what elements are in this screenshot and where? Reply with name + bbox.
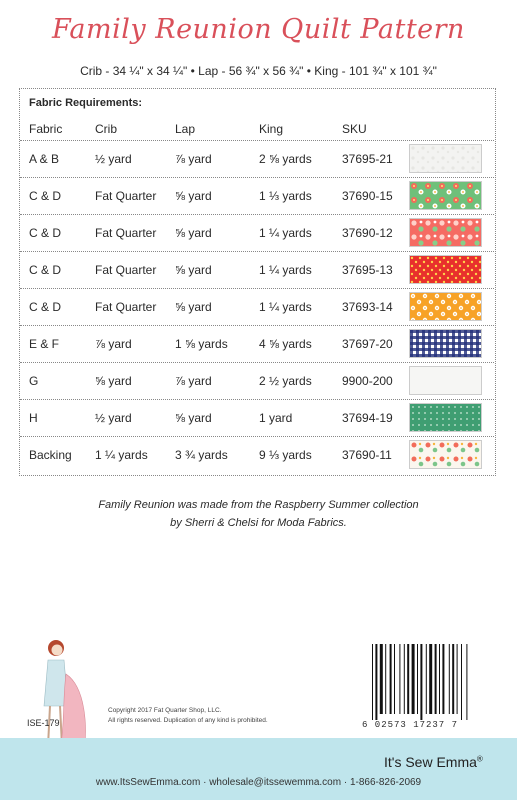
- cell-lap: ⅞ yard: [175, 374, 212, 388]
- cell-crib: Fat Quarter: [95, 226, 157, 240]
- cell-fabric: C & D: [29, 226, 62, 240]
- cell-king: 1 ¼ yards: [259, 226, 312, 240]
- cell-lap: 3 ¾ yards: [175, 448, 228, 462]
- copyright-line-2: All rights reserved. Duplication of any kind is prohibited.: [108, 717, 268, 724]
- cell-sku: 37695-21: [342, 152, 393, 166]
- row-divider: [20, 362, 494, 363]
- swatch-red-dots: [409, 255, 482, 284]
- cell-lap: ⅝ yard: [175, 411, 212, 425]
- header-king: King: [259, 122, 284, 136]
- cell-sku: 37697-20: [342, 337, 393, 351]
- credit-line-2: by Sherri & Chelsi for Moda Fabrics.: [170, 517, 347, 529]
- barcode-bar: [412, 644, 415, 714]
- table-row: [20, 288, 494, 325]
- cell-crib: ½ yard: [95, 152, 132, 166]
- cell-crib: ½ yard: [95, 411, 132, 425]
- quilt-sizes: Crib - 34 ¼" x 34 ¼" • Lap - 56 ¾" x 56 ¾" • King - 101 ¾" x 101 ¾": [80, 64, 437, 78]
- header-lap: Lap: [175, 122, 196, 136]
- copyright-line-1: Copyright 2017 Fat Quarter Shop, LLC.: [108, 707, 222, 714]
- registered-mark: ®: [476, 754, 483, 764]
- barcode-number: 6 02573 17237 7: [362, 720, 459, 730]
- barcode-bar: [435, 644, 437, 714]
- cell-sku: 9900-200: [342, 374, 393, 388]
- fabric-requirements-table: [19, 88, 496, 476]
- swatch-navy-gingham: [409, 329, 482, 358]
- pattern-code: ISE-179: [27, 718, 60, 728]
- barcode-bar: [452, 644, 454, 714]
- table-row: [20, 251, 494, 288]
- barcode-bar: [385, 644, 386, 714]
- row-divider: [20, 288, 494, 289]
- cell-king: 4 ⅝ yards: [259, 337, 312, 351]
- barcode-bar: [439, 644, 440, 714]
- barcode-bar: [461, 644, 462, 720]
- header-sku: SKU: [342, 122, 367, 136]
- cell-lap: ⅝ yard: [175, 300, 212, 314]
- barcode-bar: [380, 644, 383, 714]
- table-row: [20, 325, 494, 362]
- cell-king: 2 ⅝ yards: [259, 152, 312, 166]
- barcode-bar: [457, 644, 458, 714]
- cell-sku: 37690-11: [342, 448, 392, 462]
- barcode-bar: [442, 644, 444, 714]
- collection-credit: [0, 496, 517, 532]
- header-crib: Crib: [95, 122, 118, 136]
- cell-crib: 1 ¼ yards: [95, 448, 148, 462]
- cell-king: 1 ⅓ yards: [259, 189, 312, 203]
- barcode-bar: [394, 644, 395, 714]
- barcode-bar: [449, 644, 450, 714]
- credit-line-1: Family Reunion was made from the Raspberry Summer collection: [98, 499, 419, 511]
- row-divider: [20, 436, 494, 437]
- cell-lap: ⅞ yard: [175, 152, 212, 166]
- barcode-bar: [420, 644, 422, 720]
- table-row: [20, 177, 494, 214]
- swatch-coral-floral: [409, 218, 482, 247]
- brand-name: [384, 754, 483, 770]
- cell-crib: ⅞ yard: [95, 337, 132, 351]
- barcode-bar: [390, 644, 392, 714]
- barcode-bar: [375, 644, 377, 720]
- cell-fabric: C & D: [29, 300, 62, 314]
- row-divider: [20, 177, 494, 178]
- brand-text: It's Sew Emma: [384, 754, 477, 770]
- cell-crib: Fat Quarter: [95, 263, 157, 277]
- cell-king: 9 ⅓ yards: [259, 448, 312, 462]
- barcode-bar: [417, 644, 418, 714]
- barcode-bar: [372, 644, 373, 720]
- swatch-white-tonal: [409, 144, 482, 173]
- cell-fabric: A & B: [29, 152, 60, 166]
- cell-lap: ⅝ yard: [175, 226, 212, 240]
- cell-crib: Fat Quarter: [95, 189, 157, 203]
- cell-fabric: H: [29, 411, 38, 425]
- row-divider: [20, 251, 494, 252]
- cell-crib: Fat Quarter: [95, 300, 157, 314]
- swatch-green-dots: [409, 403, 482, 432]
- cell-fabric: Backing: [29, 448, 72, 462]
- row-divider: [20, 140, 494, 141]
- table-row: [20, 399, 494, 436]
- cell-lap: 1 ⅝ yards: [175, 337, 228, 351]
- barcode-bar: [399, 644, 400, 714]
- barcode-bar: [426, 644, 427, 714]
- cell-sku: 37690-12: [342, 226, 393, 240]
- swatch-green-floral: [409, 181, 482, 210]
- cell-sku: 37695-13: [342, 263, 393, 277]
- cell-fabric: G: [29, 374, 39, 388]
- fabric-requirements-label: Fabric Requirements:: [29, 97, 143, 109]
- cell-sku: 37694-19: [342, 411, 393, 425]
- table-row: [20, 436, 494, 473]
- header-fabric: Fabric: [29, 122, 63, 136]
- cell-king: 1 ¼ yards: [259, 300, 312, 314]
- cell-fabric: E & F: [29, 337, 60, 351]
- cell-sku: 37693-14: [342, 300, 393, 314]
- table-row: [20, 140, 494, 177]
- swatch-cream-floral: [409, 440, 482, 469]
- row-divider: [20, 399, 494, 400]
- row-divider: [20, 325, 494, 326]
- barcode-bar: [407, 644, 409, 714]
- copyright-notice: [108, 706, 268, 726]
- cell-fabric: C & D: [29, 263, 62, 277]
- barcode-bar: [466, 644, 467, 720]
- row-divider: [20, 214, 494, 215]
- cell-fabric: C & D: [29, 189, 62, 203]
- swatch-orange-floral: [409, 292, 482, 321]
- contact-info: www.ItsSewEmma.com · wholesale@itssewemma.com · 1-866-826-2069: [95, 777, 422, 788]
- barcode-bar: [404, 644, 405, 714]
- cell-king: 1 yard: [259, 411, 293, 425]
- table-row: [20, 362, 494, 399]
- swatch-white-solid: [409, 366, 482, 395]
- cell-king: 2 ½ yards: [259, 374, 312, 388]
- pattern-title: Family Reunion Quilt Pattern: [52, 14, 465, 45]
- table-row: [20, 214, 494, 251]
- cell-lap: ⅝ yard: [175, 189, 212, 203]
- cell-crib: ⅝ yard: [95, 374, 132, 388]
- cell-sku: 37690-15: [342, 189, 393, 203]
- cell-lap: ⅝ yard: [175, 263, 212, 277]
- barcode-image: [370, 644, 494, 720]
- cell-king: 1 ¼ yards: [259, 263, 312, 277]
- barcode-bar: [429, 644, 432, 714]
